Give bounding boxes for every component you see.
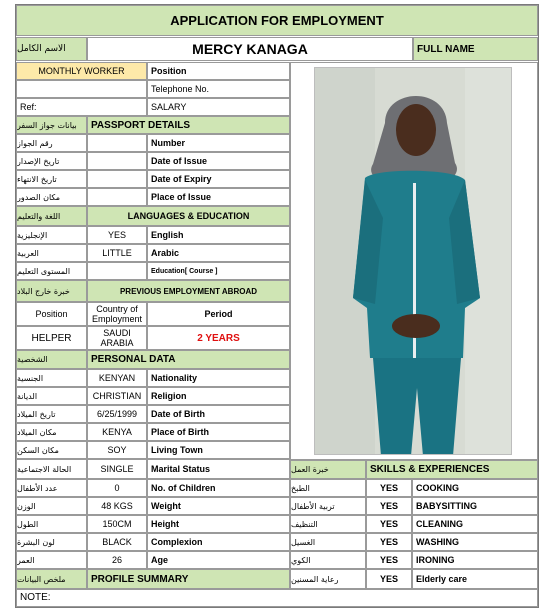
abroad-arabic-header: خبرة خارج البلاد xyxy=(16,280,87,302)
personal-row-label: Date of Birth xyxy=(147,405,290,423)
personal-row-label: Height xyxy=(147,515,290,533)
salary-label: SALARY xyxy=(147,98,290,116)
passport-row-arabic: تاريخ الإصدار xyxy=(16,152,87,170)
applicant-portrait-illustration xyxy=(315,68,512,455)
language-row-label: Arabic xyxy=(147,244,290,262)
personal-row-label: Marital Status xyxy=(147,459,290,479)
personal-row-label: Weight xyxy=(147,497,290,515)
personal-row-arabic: الحالة الاجتماعية xyxy=(16,459,87,479)
passport-row-arabic: رقم الجواز xyxy=(16,134,87,152)
passport-row-value xyxy=(87,170,147,188)
skill-row-label: COOKING xyxy=(412,479,538,497)
personal-row-label: No. of Children xyxy=(147,479,290,497)
passport-row-label: Place of Issue xyxy=(147,188,290,206)
skill-row-value: YES xyxy=(366,479,412,497)
skill-row-arabic: التنظيف xyxy=(290,515,366,533)
personal-row-arabic: تاريخ الميلاد xyxy=(16,405,87,423)
passport-row-label: Date of Issue xyxy=(147,152,290,170)
language-row-arabic: الإنجليزية xyxy=(16,226,87,244)
personal-row-value: 6/25/1999 xyxy=(87,405,147,423)
personal-row-arabic: عدد الأطفال xyxy=(16,479,87,497)
worker-type: MONTHLY WORKER xyxy=(16,62,147,80)
language-row-arabic: العربية xyxy=(16,244,87,262)
summary-header: PROFILE SUMMARY xyxy=(87,569,290,589)
skills-arabic-header: خبرة العمل xyxy=(290,460,366,479)
skill-row-label: IRONING xyxy=(412,551,538,569)
passport-row-value xyxy=(87,134,147,152)
personal-row-value: CHRISTIAN xyxy=(87,387,147,405)
passport-row-value xyxy=(87,152,147,170)
skill-row-arabic: الطبخ xyxy=(290,479,366,497)
full-name-label: FULL NAME xyxy=(413,37,538,61)
personal-row-label: Complexion xyxy=(147,533,290,551)
personal-row-arabic: الوزن xyxy=(16,497,87,515)
language-row-label: English xyxy=(147,226,290,244)
personal-row-value: KENYA xyxy=(87,423,147,441)
abroad-col-country: Country of Employment xyxy=(87,302,147,326)
skill-row-value: YES xyxy=(366,515,412,533)
personal-row-value: BLACK xyxy=(87,533,147,551)
skill-row-arabic: تربية الأطفال xyxy=(290,497,366,515)
personal-header: PERSONAL DATA xyxy=(87,350,290,369)
personal-row-arabic: الطول xyxy=(16,515,87,533)
language-row-label: Education[ Course ] xyxy=(147,262,290,280)
passport-row-label: Date of Expiry xyxy=(147,170,290,188)
passport-arabic-header: بيانات جواز السفر xyxy=(16,116,87,134)
passport-row-value xyxy=(87,188,147,206)
languages-header: LANGUAGES & EDUCATION xyxy=(87,206,290,226)
skills-header: SKILLS & EXPERIENCES xyxy=(366,460,538,479)
personal-row-value: 150CM xyxy=(87,515,147,533)
skill-row-arabic: الكوي xyxy=(290,551,366,569)
passport-row-arabic: تاريخ الانتهاء xyxy=(16,170,87,188)
skill-row-arabic: الغسيل xyxy=(290,533,366,551)
personal-row-label: Nationality xyxy=(147,369,290,387)
skill-row-value: YES xyxy=(366,569,412,589)
abroad-country: SAUDI ARABIA xyxy=(87,326,147,350)
personal-row-label: Living Town xyxy=(147,441,290,459)
language-row-arabic: المستوى التعليم xyxy=(16,262,87,280)
language-row-value xyxy=(87,262,147,280)
personal-row-value: 0 xyxy=(87,479,147,497)
abroad-col-position: Position xyxy=(16,302,87,326)
skill-row-label: Elderly care xyxy=(412,569,538,589)
abroad-position: HELPER xyxy=(16,326,87,350)
skill-row-arabic: رعاية المسنين xyxy=(290,569,366,589)
note-label: NOTE: xyxy=(16,589,538,607)
personal-row-value: 48 KGS xyxy=(87,497,147,515)
form-title: APPLICATION FOR EMPLOYMENT xyxy=(16,5,538,36)
abroad-col-period: Period xyxy=(147,302,290,326)
applicant-photo xyxy=(314,67,512,455)
skill-row-label: BABYSITTING xyxy=(412,497,538,515)
passport-row-arabic: مكان الصدور xyxy=(16,188,87,206)
personal-row-arabic: لون البشرة xyxy=(16,533,87,551)
position-label: Position xyxy=(147,62,290,80)
skill-row-value: YES xyxy=(366,533,412,551)
personal-row-label: Religion xyxy=(147,387,290,405)
languages-arabic-header: اللغة والتعليم xyxy=(16,206,87,226)
personal-row-label: Place of Birth xyxy=(147,423,290,441)
personal-row-value: 26 xyxy=(87,551,147,569)
summary-arabic-label: ملخص البيانات xyxy=(16,569,87,589)
personal-row-arabic: الجنسية xyxy=(16,369,87,387)
personal-row-arabic: العمر xyxy=(16,551,87,569)
personal-row-label: Age xyxy=(147,551,290,569)
skill-row-value: YES xyxy=(366,551,412,569)
passport-row-label: Number xyxy=(147,134,290,152)
telephone-label: Telephone No. xyxy=(147,80,290,98)
abroad-period: 2 YEARS xyxy=(147,326,290,350)
language-row-value: YES xyxy=(87,226,147,244)
personal-row-value: KENYAN xyxy=(87,369,147,387)
personal-row-arabic: الديانة xyxy=(16,387,87,405)
ref-label: Ref: xyxy=(16,98,147,116)
applicant-name: MERCY KANAGA xyxy=(87,37,413,61)
personal-row-arabic: مكان السكن xyxy=(16,441,87,459)
personal-row-arabic: مكان الميلاد xyxy=(16,423,87,441)
passport-header: PASSPORT DETAILS xyxy=(87,116,290,134)
skill-row-label: WASHING xyxy=(412,533,538,551)
personal-row-value: SINGLE xyxy=(87,459,147,479)
personal-row-value: SOY xyxy=(87,441,147,459)
skill-row-value: YES xyxy=(366,497,412,515)
personal-arabic-header: الشخصية xyxy=(16,350,87,369)
language-row-value: LITTLE xyxy=(87,244,147,262)
blank-cell xyxy=(16,80,147,98)
skill-row-label: CLEANING xyxy=(412,515,538,533)
full-name-arabic-label: الاسم الكامل xyxy=(16,37,87,61)
abroad-header: PREVIOUS EMPLOYMENT ABROAD xyxy=(87,280,290,302)
